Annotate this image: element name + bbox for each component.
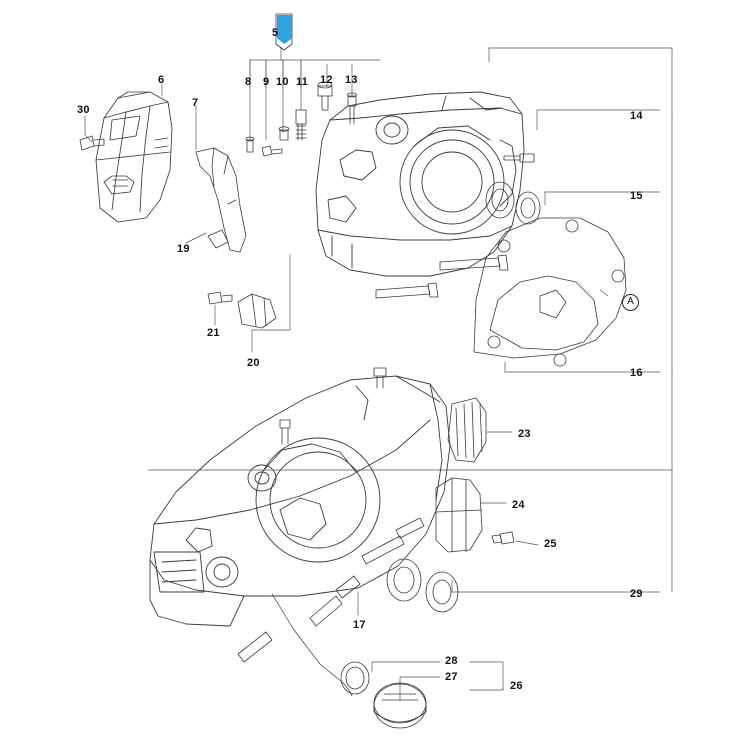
- leader-lines: [85, 47, 672, 700]
- crankcase-half-lower: [150, 376, 450, 682]
- callout-a: A: [622, 294, 639, 311]
- part-6-cover: [96, 92, 172, 222]
- part-21-screw: [208, 292, 232, 304]
- part-7-bracket: [196, 148, 246, 252]
- callout-10: 10: [276, 76, 289, 88]
- part-24-cover: [436, 478, 482, 552]
- fastener-10: [279, 127, 289, 140]
- callout-23: 23: [518, 428, 531, 440]
- part-27-ring: [341, 662, 369, 694]
- callout-9: 9: [263, 76, 270, 88]
- crankcase-half-upper: [316, 92, 524, 276]
- callout-12: 12: [320, 74, 333, 86]
- callout-5: 5: [272, 27, 279, 39]
- bolt-14-left: [504, 154, 534, 162]
- fastener-9: [262, 146, 282, 156]
- part-5-highlight: [277, 15, 292, 44]
- callout-21: 21: [207, 327, 220, 339]
- callout-8: 8: [245, 76, 252, 88]
- fastener-11: [296, 110, 306, 140]
- callout-16: 16: [630, 367, 643, 379]
- part-20-bracket: [238, 294, 276, 328]
- callout-26: 26: [510, 680, 523, 692]
- callout-6: 6: [158, 74, 165, 86]
- part-28-tether: [342, 682, 352, 696]
- bolts-17: [238, 518, 424, 662]
- callout-25: 25: [544, 538, 557, 550]
- bolts-16: [376, 255, 508, 298]
- screws-lower: [280, 368, 386, 444]
- part-29-bearings: [387, 559, 458, 612]
- callout-11: 11: [296, 76, 309, 88]
- callout-29: 29: [630, 588, 643, 600]
- callout-13: 13: [345, 74, 358, 86]
- callout-7: 7: [192, 97, 199, 109]
- callout-14: 14: [630, 110, 643, 122]
- callout-17: 17: [353, 619, 366, 631]
- callout-24: 24: [512, 499, 525, 511]
- part-23-guard: [448, 398, 486, 462]
- callout-27: 27: [445, 671, 458, 683]
- callout-19: 19: [177, 243, 190, 255]
- callout-20: 20: [247, 357, 260, 369]
- callout-28: 28: [445, 655, 458, 667]
- fastener-12: [318, 82, 332, 110]
- callout-15: 15: [630, 190, 643, 202]
- callout-30: 30: [77, 104, 90, 116]
- fastener-13: [348, 93, 357, 124]
- part-25-screw: [492, 532, 514, 544]
